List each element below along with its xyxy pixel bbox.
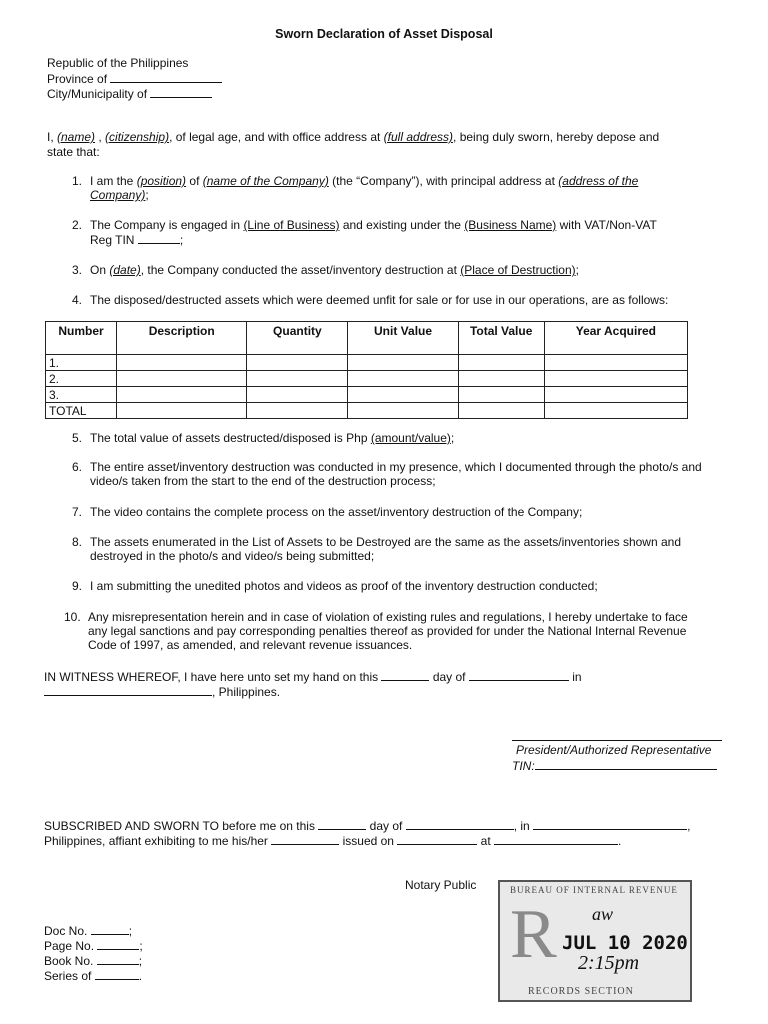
- col-total-value: Total Value: [458, 322, 544, 355]
- stamp-date: JUL 10 2020: [562, 932, 688, 954]
- received-stamp: [498, 880, 692, 1002]
- col-year-acquired: Year Acquired: [544, 322, 687, 355]
- intro-line-1: I, (name) , (citizenship), of legal age, and with office address at (full address), being duly sworn, hereby depose and: [47, 130, 660, 144]
- witness-line-1: IN WITNESS WHEREOF, I have here unto set my hand on this day of in: [44, 670, 582, 684]
- jurat-line-1: SUBSCRIBED AND SWORN TO before me on this day of , in ,: [44, 819, 691, 833]
- intro-line-2: state that:: [47, 145, 100, 159]
- table-row: 1.: [46, 355, 688, 371]
- document-title: Sworn Declaration of Asset Disposal: [275, 27, 493, 41]
- col-description: Description: [117, 322, 247, 355]
- series-of: Series of .: [44, 969, 143, 983]
- doc-no: Doc No. ;: [44, 924, 133, 938]
- stamp-header: BUREAU OF INTERNAL REVENUE: [510, 885, 678, 895]
- col-quantity: Quantity: [247, 322, 348, 355]
- stamp-received-letter: R: [510, 896, 557, 973]
- book-no: Book No. ;: [44, 954, 143, 968]
- table-header-row: [46, 322, 688, 355]
- address-placeholder: (full address): [383, 130, 454, 144]
- page-no: Page No. ;: [44, 939, 143, 953]
- city-blank: [150, 86, 212, 98]
- document-page: Sworn Declaration of Asset Disposal Republic of the Philippines Province of City/Municipality of I, (name) , (citizenship), of legal age, and with office address at (full address), being duly sworn, hereby depose and state that: 1. I am the (position) of (name of the Company) (the “Company”), with principal address at (address of the Company); 2. The Company is engaged in (Line of Business) and existing under the (Business Name) with VAT/Non-VAT Reg TIN ; 3. On (date), the Company conducted the asset/inventory destruction at (Place of Destruction); 4. The disposed/destructed assets which were deemed unfit for sale or for use in our operations, are as follows: Number Description Quantity Unit Value Total Value Year Acquired 1. 2. 3. TOTAL 5. The total value of assets destructed/disposed is Php (amount/value); 6. The entire asset/inventory destruction was conducted in my presence, which I documented through the photo/s and video/s taken from the start to the end of the destruction process; 7. The video contains the complete process on the asset/inventory destruction of the Company; 8. The assets enumerated in the List of Assets to be Destroyed are the same as the assets/inventories shown and destroyed in the photo/s and video/s being submitted; 9. I am submitting the unedited photos and videos as proof of the inventory destruction conducted; 10. Any misrepresentation herein and in case of violation of existing rules and regulations, I hereby undertake to face any legal sanctions and pay corresponding penalties thereof as provided for under the National Internal Revenue Code of 1997, as amended, and relevant revenue issuances. IN WITNESS WHEREOF, I have here unto set my hand on this day of in , Philippines. President/Authorized Representative TIN: SUBSCRIBED AND SWORN TO before me on this day of , in , Philippines, affiant exhibiting to me his/her issued on at . Notary Public Doc No. ; Page No. ; Book No. ; Series of . BUREAU OF INTERNAL REVENUE R aw JUL 10 2020 2:15pm RECORDS SECTION: [0, 0, 768, 1024]
- province-blank: [110, 71, 222, 83]
- header-province: Province of: [47, 71, 222, 86]
- notary-public-label: Notary Public: [405, 878, 477, 892]
- table-row: 3.: [46, 387, 688, 403]
- stamp-initials: aw: [592, 904, 614, 924]
- table-row: 2.: [46, 371, 688, 387]
- stamp-time: 2:15pm: [578, 952, 640, 974]
- jurat-line-2: Philippines, affiant exhibiting to me his/her issued on at .: [44, 834, 622, 848]
- stamp-footer: RECORDS SECTION: [528, 986, 634, 997]
- col-unit-value: Unit Value: [348, 322, 458, 355]
- assets-table: [45, 321, 688, 419]
- header-city: City/Municipality of: [47, 86, 212, 101]
- signature-line: [512, 740, 722, 741]
- name-placeholder: (name): [57, 130, 96, 144]
- signatory-tin: TIN:: [512, 758, 717, 773]
- header-republic: Republic of the Philippines: [47, 56, 189, 70]
- citizenship-placeholder: (citizenship): [105, 130, 170, 144]
- col-number: Number: [46, 322, 117, 355]
- signatory-title: President/Authorized Representative: [516, 743, 712, 757]
- witness-line-2: , Philippines.: [44, 684, 280, 699]
- table-total-row: TOTAL: [46, 403, 688, 419]
